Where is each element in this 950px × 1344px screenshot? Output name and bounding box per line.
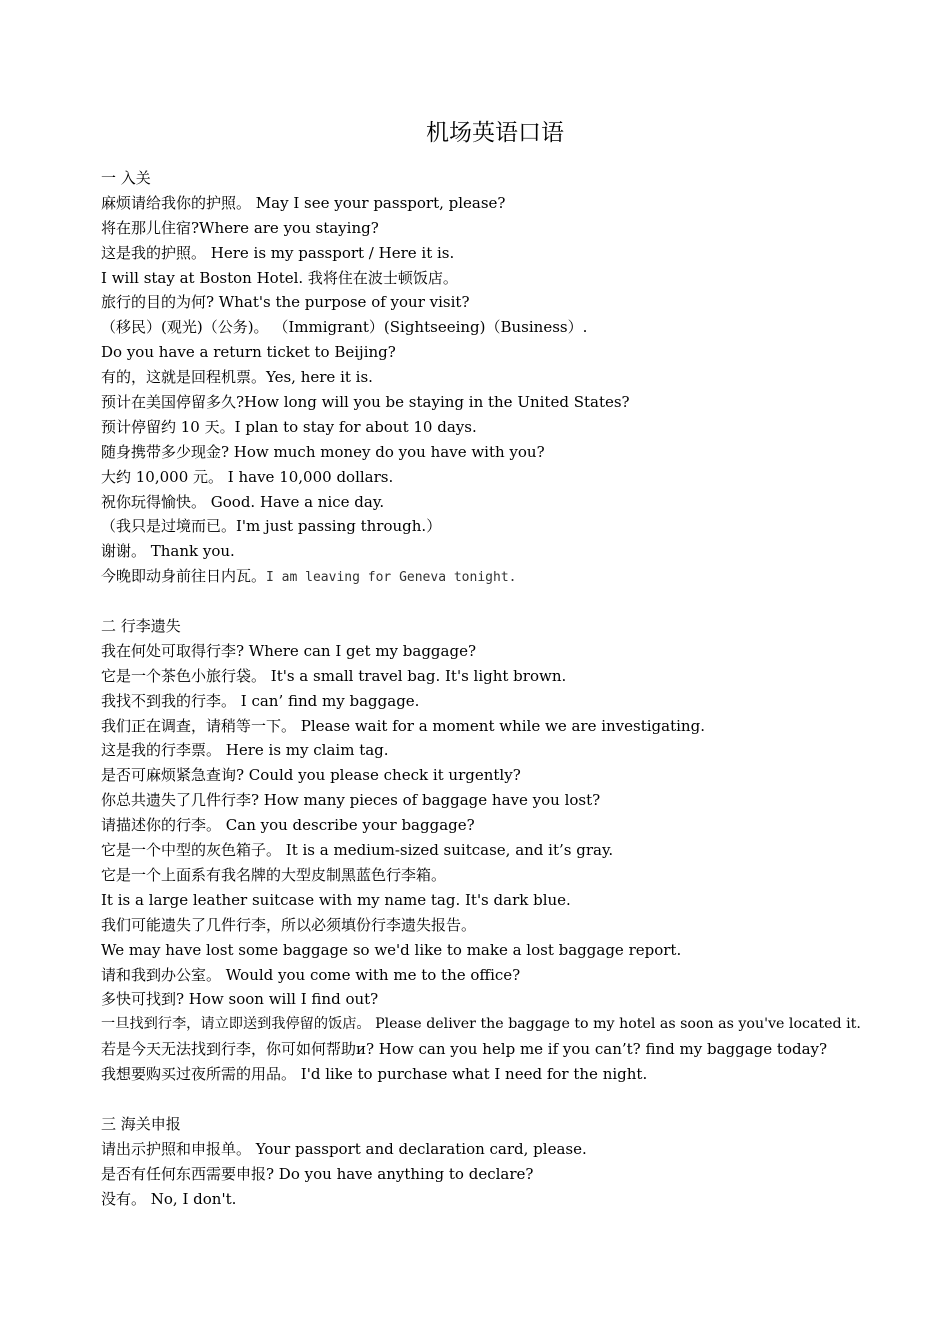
text-line-en: I am leaving for Geneva tonight. xyxy=(266,570,517,586)
text-line: 它是一个茶色小旅行袋。 It's a small travel bag. It's light brown. xyxy=(101,666,567,685)
text-line: 我想要购买过夜所需的用品。 I'd like to purchase what I need for the night. xyxy=(101,1065,648,1084)
text-line: 祝你玩得愉快。 Good. Have a nice day. xyxy=(101,492,385,511)
text-line: I will stay at Boston Hotel. 我将住在波士顿饭店。 xyxy=(101,268,458,287)
text-line: 大约 10,000 元。 I have 10,000 dollars. xyxy=(101,467,394,486)
text-line: 将在那儿住宿?Where are you staying? xyxy=(101,218,379,237)
text-line: 是否有任何东西需要申报? Do you have anything to declare? xyxy=(101,1164,534,1183)
text-line: 若是今天无法找到行李，你可如何帮助и? How can you help me if you can’t? find my baggage today? xyxy=(101,1040,828,1059)
text-line: 预计在美国停留多久?How long will you be staying in the United States? xyxy=(101,393,630,412)
text-line: 旅行的目的为何? What's the purpose of your visit? xyxy=(101,293,470,312)
text-line: （移民）(观光)（公务)。 （Immigrant）(Sightseeing)（Business）. xyxy=(101,318,588,337)
text-line-cn: 今晚即动身前往日内瓦。 xyxy=(101,567,267,586)
text-line: 你总共遗失了几件行李? How many pieces of baggage have you lost? xyxy=(101,791,601,810)
text-line: 请出示护照和申报单。 Your passport and declaration card, please. xyxy=(101,1139,587,1158)
text-line: 没有。 No, I don't. xyxy=(101,1189,237,1208)
section-heading: 二 行李遗失 xyxy=(101,617,181,636)
spacer xyxy=(101,1087,941,1112)
text-line xyxy=(101,564,941,589)
text-line: （我只是过境而已。I'm just passing through.） xyxy=(101,517,442,536)
text-line: 麻烦请给我你的护照。 May I see your passport, please? xyxy=(101,193,506,212)
text-line: 谢谢。 Thank you. xyxy=(101,542,235,561)
text-line: 我在何处可取得行李? Where can I get my baggage? xyxy=(101,641,477,660)
text-line: 我找不到我的行李。 I can’ find my baggage. xyxy=(101,691,420,710)
text-line: 它是一个上面系有我名牌的大型皮制黑蓝色行李箱。 xyxy=(101,865,447,884)
text-line: 随身携带多少现金? How much money do you have with you? xyxy=(101,442,545,461)
text-line: 我们正在调查，请稍等一下。 Please wait for a moment while we are investigating. xyxy=(101,716,705,735)
spacer xyxy=(101,589,941,614)
text-line: It is a large leather suitcase with my name tag. It's dark blue. xyxy=(101,890,571,909)
document-body xyxy=(101,166,941,1211)
text-line: 请和我到办公室。 Would you come with me to the office? xyxy=(101,965,521,984)
text-line: 这是我的护照。 Here is my passport / Here it is. xyxy=(101,243,455,262)
text-line: 它是一个中型的灰色箱子。 It is a medium-sized suitcase, and it’s gray. xyxy=(101,841,614,860)
text-line: Do you have a return ticket to Beijing? xyxy=(101,343,396,362)
page-title: 机场英语口语 xyxy=(426,120,564,146)
section-heading: 一 入关 xyxy=(101,169,151,187)
text-line: 多快可找到? How soon will I find out? xyxy=(101,990,379,1009)
text-line: 这是我的行李票。 Here is my claim tag. xyxy=(101,741,389,760)
text-line: 有的，这就是回程机票。Yes, here it is. xyxy=(101,368,373,387)
text-line: 是否可麻烦紧急查询? Could you please check it urgently? xyxy=(101,766,521,785)
text-line: 一旦找到行李，请立即送到我停留的饭店。 Please deliver the baggage to my hotel as soon as you've located it. xyxy=(101,1016,861,1033)
section-heading: 三 海关申报 xyxy=(101,1114,181,1133)
text-line: 预计停留约 10 天。I plan to stay for about 10 days. xyxy=(101,417,477,436)
text-line: 请描述你的行李。 Can you describe your baggage? xyxy=(101,816,475,835)
text-line: We may have lost some baggage so we'd like to make a lost baggage report. xyxy=(101,940,682,959)
text-line: 我们可能遗失了几件行李，所以必须填份行李遗失报告。 xyxy=(101,915,477,934)
